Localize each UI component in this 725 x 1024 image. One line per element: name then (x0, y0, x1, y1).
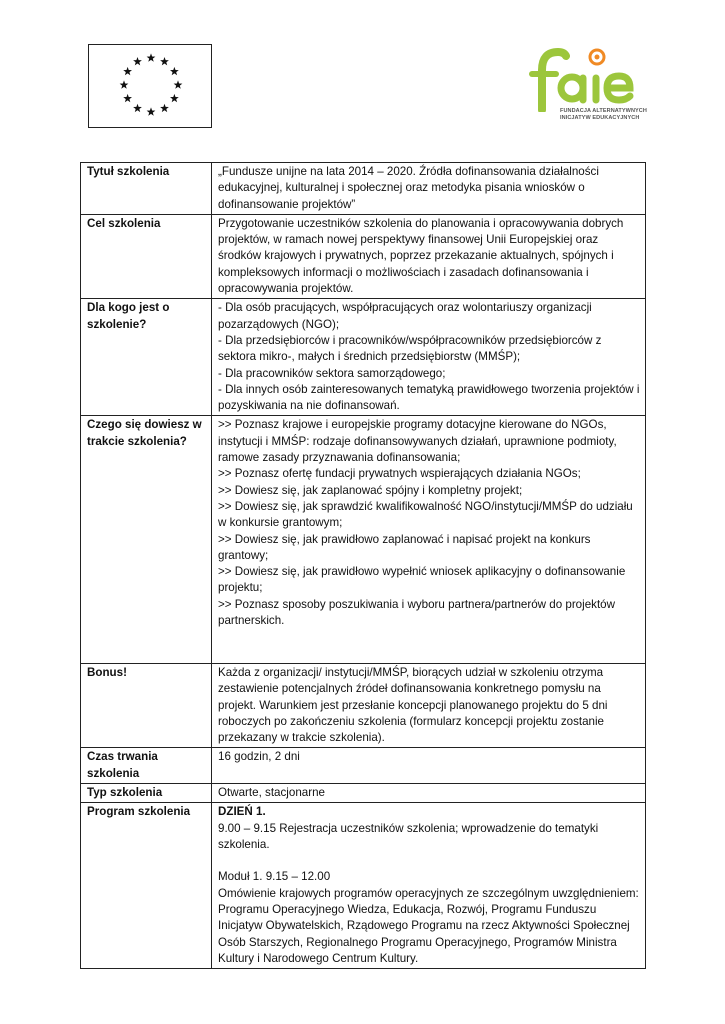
row-label: Czas trwania szkolenia (81, 748, 212, 784)
row-value-line: „Fundusze unijne na lata 2014 – 2020. Źródła dofinansowania działalności edukacyjnej, kulturalnej i społecznej oraz metodyka pisania wniosków o dofinansowanie projektów” (218, 165, 599, 211)
eu-star-icon (160, 104, 169, 112)
table-row (81, 163, 646, 215)
program-day-heading: DZIEŃ 1. (218, 805, 266, 819)
eu-star-icon (123, 94, 132, 102)
training-info-table (80, 162, 646, 969)
row-value-line: 9.00 – 9.15 Rejestracja uczestników szkolenia; wprowadzenie do tematyki szkolenia. (218, 821, 599, 851)
row-label: Czego się dowiesz w trakcie szkolenia? (81, 416, 212, 663)
table-row (81, 214, 646, 298)
table-row (81, 663, 646, 747)
row-value (212, 214, 646, 298)
row-value-line: Moduł 1. 9.15 – 12.00 (218, 870, 331, 884)
eu-star-icon (174, 80, 183, 88)
row-value-line: >> Poznasz krajowe i europejskie programy dotacyjne kierowane do NGOs, instytucji i MMŚP: rodzaje dofinansowywanych działań, uprawnione podmioty, ramowe zasady przyznawania dofinansowania; (218, 418, 617, 465)
eu-stars-icon (89, 45, 211, 127)
row-value-line: 16 godzin, 2 dni (218, 750, 300, 764)
row-value (212, 416, 646, 663)
row-value-line: - Dla przedsiębiorców i pracowników/współpracowników przedsiębiorców z sektora mikro-, małych i średnich przedsiębiorstw (MMŚP); (218, 333, 602, 364)
eu-star-icon (170, 67, 179, 75)
row-value-line: Każda z organizacji/ instytucji/MMŚP, biorących udział w szkoleniu otrzyma zestawienie potencjalnych źródeł dofinansowania konkretnego pomysłu na projekt. Warunkiem jest przesłanie koncepcji planowanego projektu do 5 dni roboczych po zakończeniu szkolenia (formularz koncepcji projektu zostanie przekazany w trakcie szkolenia). (218, 665, 608, 745)
table-row (81, 748, 646, 784)
row-value-line: >> Dowiesz się, jak prawidłowo zaplanować i napisać projekt na konkurs grantowy; (218, 532, 591, 562)
row-value-line: Otwarte, stacjonarne (218, 785, 325, 799)
row-label: Program szkolenia (81, 803, 212, 969)
row-value-line: - Dla osób pracujących, współpracujących oraz wolontariuszy organizacji pozarządowych (NGO); (218, 301, 592, 331)
faie-wordmark-icon (512, 40, 642, 112)
eu-star-icon (123, 67, 132, 75)
row-value-line: Omówienie krajowych programów operacyjnych ze szczególnym uwzględnieniem: Programu Operacyjnego Wiedza, Edukacja, Rozwój, Programu Funduszu Inicjatyw Obywatelskich, Rządowego Programu na rzecz Aktywności Społecznej Osób Starszych, Regionalnego Programu Operacyjnego, Programów Ministra Kultury i Narodowego Centrum Kultury. (218, 886, 639, 965)
eu-star-icon (160, 57, 169, 65)
row-value-line: - Dla innych osób zainteresowanych tematyką prawidłowego tworzenia projektów i pozyskiwania na nie dofinansowań. (218, 382, 640, 413)
row-value (212, 163, 646, 215)
eu-star-icon (147, 53, 156, 61)
eu-star-icon (170, 94, 179, 102)
eu-star-icon (133, 104, 142, 112)
table-row (81, 803, 646, 969)
row-value (212, 663, 646, 747)
row-label: Typ szkolenia (81, 783, 212, 802)
logo-tagline-1: FUNDACJA ALTERNATYWNYCH (560, 108, 647, 114)
row-value-line: - Dla pracowników sektora samorządowego; (218, 366, 446, 380)
row-value-line: >> Dowiesz się, jak sprawdzić kwalifikowalność NGO/instytucji/MMŚP do udziału w konkursie grantowym; (218, 499, 633, 530)
table-row (81, 416, 646, 663)
faie-logo (512, 40, 647, 140)
row-label: Cel szkolenia (81, 214, 212, 298)
row-label: Dla kogo jest o szkolenie? (81, 299, 212, 416)
row-value (212, 299, 646, 416)
row-value-line: >> Dowiesz się, jak zaplanować spójny i kompletny projekt; (218, 483, 523, 497)
row-label: Tytuł szkolenia (81, 163, 212, 215)
table-row (81, 783, 646, 802)
row-value (212, 803, 646, 969)
eu-star-icon (133, 57, 142, 65)
row-value-line: Przygotowanie uczestników szkolenia do planowania i opracowywania dobrych projektów, w ramach nowej perspektywy finansowej Unii Europejskiej oraz środków krajowych i prywatnych, poprzez przekazanie aktualnych, spójnych i kompleksowych informacji o możliwościach i zasadach dofinansowania i opracowywania projektów. (218, 216, 624, 296)
eu-star-icon (120, 80, 129, 88)
table-row (81, 299, 646, 416)
row-value (212, 748, 646, 784)
eu-star-icon (147, 107, 156, 115)
logo-tagline-2: INICJATYW EDUKACYJNYCH (560, 114, 640, 121)
logo-tagline (560, 108, 650, 121)
eu-flag-logo (88, 44, 212, 128)
row-label: Bonus! (81, 663, 212, 747)
row-value-line: >> Poznasz sposoby poszukiwania i wyboru partnera/partnerów do projektów partnerskich. (218, 597, 615, 628)
row-value-line: >> Dowiesz się, jak prawidłowo wypełnić wniosek aplikacyjny o dofinansowanie projektu; (218, 565, 626, 595)
row-value (212, 783, 646, 802)
row-value-line: >> Poznasz ofertę fundacji prywatnych wspierających działania NGOs; (218, 467, 581, 481)
